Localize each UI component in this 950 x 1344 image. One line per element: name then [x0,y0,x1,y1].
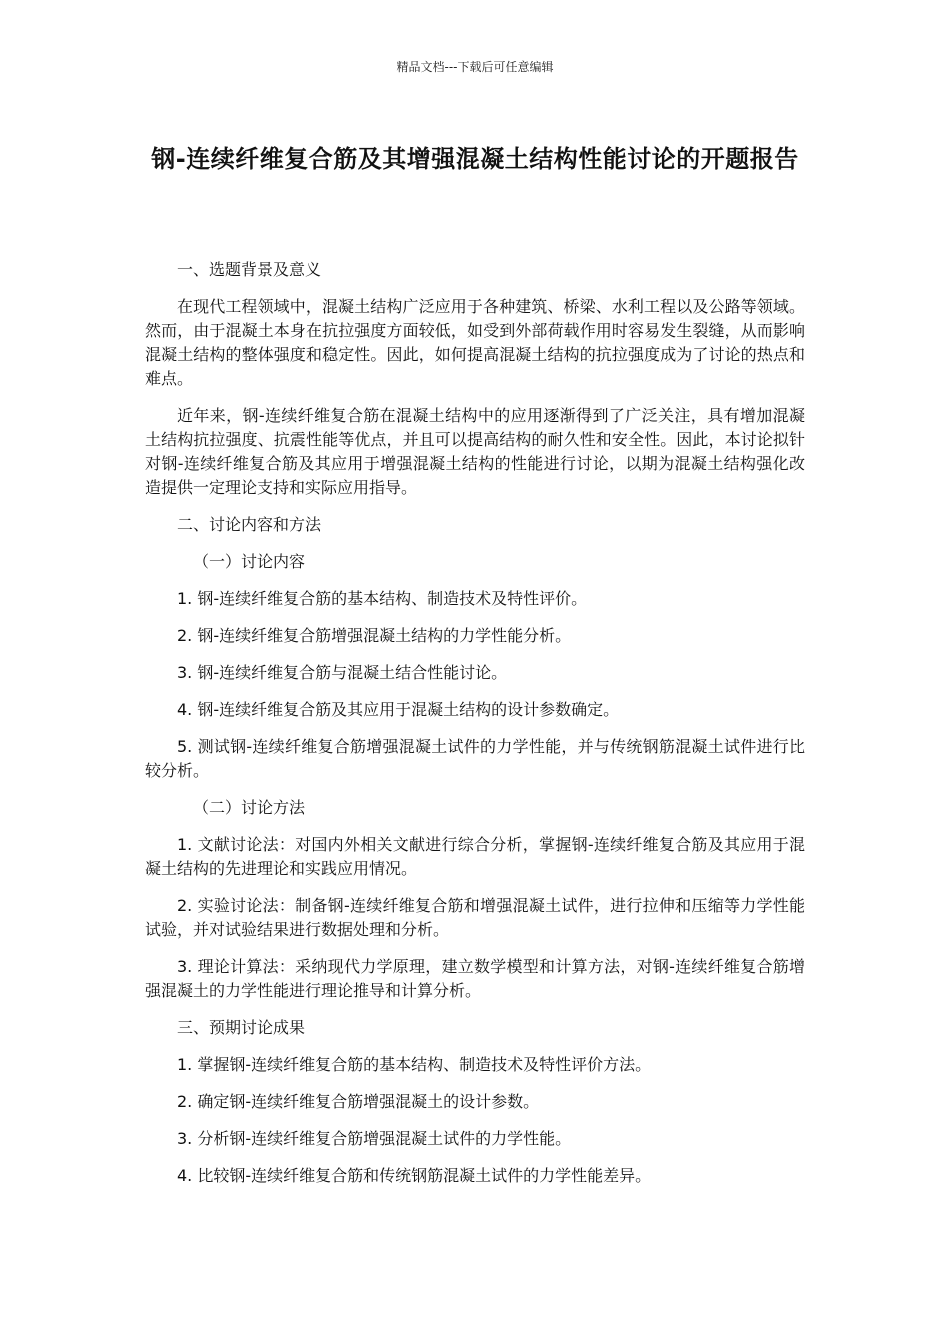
subheading-methods: （二）讨论方法 [193,798,306,817]
section-heading-expected-results: 三、预期讨论成果 [177,1018,306,1037]
content-item-3: 3. 钢-连续纤维复合筋与混凝土结合性能讨论。 [177,663,508,682]
paragraph-background-1: 在现代工程领域中，混凝土结构广泛应用于各种建筑、桥梁、水利工程以及公路等领域。然而，由于混凝土本身在抗拉强度方面较低，如受到外部荷载作用时容易发生裂缝，从而影响混凝土结构的整体强度和稳定性。因此，如何提高混凝土结构的抗拉强度成为了讨论的热点和难点。 [145,297,805,388]
content-item-2: 2. 钢-连续纤维复合筋增强混凝土结构的力学性能分析。 [177,626,572,645]
content-item-1: 1. 钢-连续纤维复合筋的基本结构、制造技术及特性评价。 [177,589,588,608]
result-item-2: 2. 确定钢-连续纤维复合筋增强混凝土的设计参数。 [177,1092,540,1111]
content-item-5: 5. 测试钢-连续纤维复合筋增强混凝土试件的力学性能，并与传统钢筋混凝土试件进行比较分析。 [145,737,805,780]
result-item-1: 1. 掌握钢-连续纤维复合筋的基本结构、制造技术及特性评价方法。 [177,1055,652,1074]
result-item-3: 3. 分析钢-连续纤维复合筋增强混凝土试件的力学性能。 [177,1129,572,1148]
paragraph-background-2: 近年来，钢-连续纤维复合筋在混凝土结构中的应用逐渐得到了广泛关注，具有增加混凝土结构抗拉强度、抗震性能等优点，并且可以提高结构的耐久性和安全性。因此，本讨论拟针对钢-连续纤维复合筋及其应用于增强混凝土结构的性能进行讨论，以期为混凝土结构强化改造提供一定理论支持和实际应用指导。 [145,406,805,497]
result-item-4: 4. 比较钢-连续纤维复合筋和传统钢筋混凝土试件的力学性能差异。 [177,1166,652,1185]
method-item-1: 1. 文献讨论法：对国内外相关文献进行综合分析，掌握钢-连续纤维复合筋及其应用于混凝土结构的先进理论和实践应用情况。 [145,835,805,878]
subheading-content: （一）讨论内容 [193,552,306,571]
content-item-4: 4. 钢-连续纤维复合筋及其应用于混凝土结构的设计参数确定。 [177,700,620,719]
section-heading-content-methods: 二、讨论内容和方法 [177,515,322,534]
document-body [145,258,805,1201]
method-item-3: 3. 理论计算法：采纳现代力学原理，建立数学模型和计算方法，对钢-连续纤维复合筋增强混凝土的力学性能进行理论推导和计算分析。 [145,957,805,1000]
document-title: 钢-连续纤维复合筋及其增强混凝土结构性能讨论的开题报告 [151,145,799,173]
header-note: 精品文档---下载后可任意编辑 [396,60,554,74]
method-item-2: 2. 实验讨论法：制备钢-连续纤维复合筋和增强混凝土试件，进行拉伸和压缩等力学性能试验，并对试验结果进行数据处理和分析。 [145,896,805,939]
section-heading-background: 一、选题背景及意义 [177,260,322,279]
